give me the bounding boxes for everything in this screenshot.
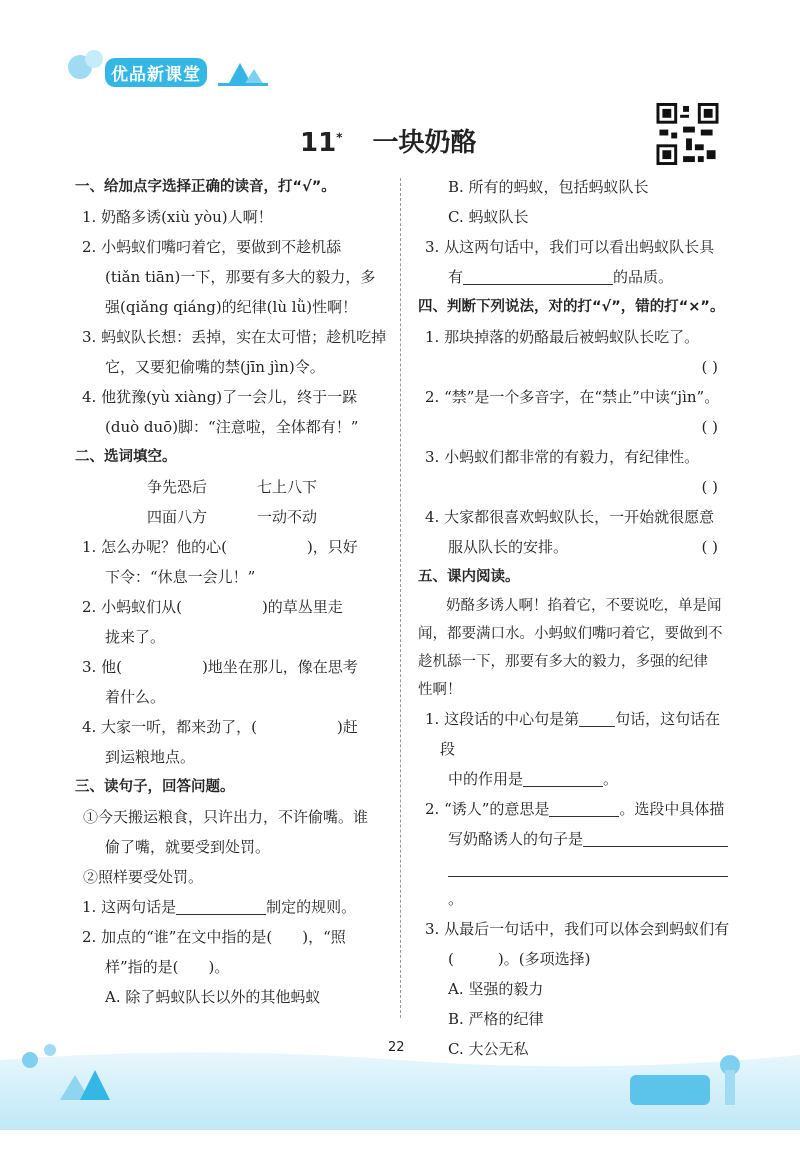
s3-q1-a: 1. 这两句话是 [82,898,177,916]
s3-optA: A. 除了蚂蚁队长以外的其他蚂蚁 [105,988,321,1006]
r-optC: C. 蚂蚁队长 [448,208,529,226]
s3-q2-a: 2. 加点的“谁”在文中指的是( [82,928,273,946]
s3-q2-d: )。 [208,958,230,976]
s5-q2-a: 2. “诱人”的意思是 [425,800,550,818]
s4-q1: 1. 那块掉落的奶酪最后被蚂蚁队长吃了。 [425,328,700,346]
s5-q3-line2 [418,944,730,974]
brand-label: 优品新课堂 [105,58,207,87]
page-title [300,122,520,159]
s1-q1: 1. 奶酪多诱(xiù yòu)人啊！ [82,208,273,226]
s4-q1-paren-row [418,352,730,382]
footer-decoration [0,1020,800,1130]
s2-q4 [75,712,390,742]
r-q3-line2 [418,262,730,292]
s3-sentence-a: ①今天搬运粮食，只许出力，不许偷嘴。谁 [83,808,369,826]
s2-q4c: 到运粮地点。 [105,748,196,766]
s4-q2-paren-row [418,412,730,442]
s1-q3a: 3. 蚂蚁队长想：丢掉，实在太可惜；趁机吃掉 [82,328,387,346]
s5-q1-line2 [418,764,730,794]
section-2-heading: 二、选词填空。 [75,449,177,465]
s3-sentence-b: 偷了嘴，就要受到处罚。 [105,838,271,856]
s4-q3: 3. 小蚂蚁们都非常的有毅力，有纪律性。 [425,448,700,466]
s5-q3a: 3. 从最后一句话中，我们可以体会到蚂蚁们有 [425,920,730,938]
s1-q3b: 它，又要犯偷嘴的禁(jīn jìn)令。 [105,358,325,376]
reading-line-1: 奶酪多诱人啊！掐着它，不要说吃，单是闻 [446,598,722,614]
s3-sentence-c: ②照样要受处罚。 [83,868,204,886]
s4-q4a: 4. 大家都很喜欢蚂蚁队长，一开始就很愿意 [425,508,715,526]
s2-q3c: 着什么。 [105,688,166,706]
s2-q3-a: 3. 他( [82,658,122,676]
s1-q4a: 4. 他犹豫(yù xiàng)了一会儿，终于一跺 [82,388,358,406]
s2-q1c: 下令：“休息一会儿！” [105,568,256,586]
s5-optC: C. 大公无私 [448,1040,529,1058]
s2-q1 [75,532,390,562]
word-row-2 [75,502,390,532]
s2-q2-a: 2. 小蚂蚁们从( [82,598,182,616]
s3-q2-line2 [75,952,390,982]
lesson-number: 11 [300,128,337,158]
s5-optB: B. 严格的纪律 [448,1010,544,1028]
s4-q2: 2. “禁”是一个多音字，在“禁止”中读“jìn”。 [425,388,720,406]
s2-q1-a: 1. 怎么办呢？他的心( [82,538,227,556]
word-2: 七上八下 [257,478,318,496]
answer-paren[interactable]: ( ) [701,538,718,556]
r-optB: B. 所有的蚂蚁，包括蚂蚁队长 [448,178,649,196]
s5-q2-b: 。选段中具体描 [619,800,725,818]
s5-q2-d: 。 [448,890,464,908]
lesson-mark: * [336,130,343,145]
s4-q3-paren-row [418,472,730,502]
section-3-heading: 三、读句子，回答问题。 [75,779,235,795]
s2-q2-b: )的草丛里走 [261,598,343,616]
s1-q4b: (duò duō)脚：“注意啦，全体都有！” [105,418,359,436]
lesson-title: 一块奶酪 [372,128,477,158]
answer-line[interactable] [523,768,603,787]
s2-q1-b: )，只好 [306,538,358,556]
word-1: 争先恐后 [147,478,208,496]
s5-q2-line3 [418,854,730,914]
s2-q4-b: )赶 [336,718,358,736]
s5-q1-b: 句话，这句话在段 [440,710,721,758]
answer-line[interactable] [463,266,613,285]
s5-q2-c: 写奶酪诱人的句子是 [448,830,584,848]
answer-line[interactable] [583,828,728,847]
word-row-1 [75,472,390,502]
s5-q1-d: 。 [603,770,619,788]
s5-q1-c: 中的作用是 [448,770,524,788]
s5-q1 [418,704,730,764]
s5-q3-b: ( [448,950,454,968]
section-1-heading: 一、给加点字选择正确的读音，打“√”。 [75,179,336,195]
s2-q2 [75,592,390,622]
s3-q2-b: )，“照 [302,928,346,946]
word-3: 四面八方 [147,508,208,526]
s2-q4-a: 4. 大家一听，都来劲了，( [82,718,257,736]
page-number: 22 [388,1040,405,1055]
section-5-heading: 五、课内阅读。 [418,569,520,585]
section-4-heading: 四、判断下列说法，对的打“√”，错的打“×”。 [418,299,725,315]
s2-q3-b: )地坐在那儿，像在思考 [201,658,358,676]
s1-q2b: (tiǎn tiān)一下，那要有多大的毅力，多 [105,268,376,286]
s3-q1-b: 制定的规则。 [266,898,357,916]
s5-optA: A. 坚强的毅力 [448,980,544,998]
answer-line[interactable] [176,896,266,915]
reading-line-2: 闻，都要满口水。小蚂蚁们嘴叼着它，要做到不 [418,626,723,642]
qr-code-icon[interactable] [655,103,720,165]
answer-paren[interactable]: ( ) [701,418,718,436]
left-column [75,172,390,1012]
answer-paren[interactable]: ( ) [701,478,718,496]
s1-q2a: 2. 小蚂蚁们嘴叼着它，要做到不趁机舔 [82,238,342,256]
s5-q3-c: )。(多项选择) [497,950,591,968]
reading-line-4: 性啊！ [418,682,462,698]
s3-q2 [75,922,390,952]
s4-q4-b: 服从队长的安排。 [448,538,569,556]
s3-q1 [75,892,390,922]
s2-q3 [75,652,390,682]
s2-q2c: 拢来了。 [105,628,166,646]
answer-line[interactable] [448,858,728,877]
answer-line[interactable] [579,708,615,727]
r-q3-c: 的品质。 [613,268,674,286]
right-column [418,172,730,1064]
s5-q2-line2 [418,824,730,854]
s5-q2 [418,794,730,824]
s1-q2c: 强(qiǎng qiáng)的纪律(lù lǜ)性啊！ [105,298,358,316]
answer-line[interactable] [549,798,619,817]
reading-line-3: 趁机舔一下，那要有多大的毅力，多强的纪律 [418,654,708,670]
s4-q4-line2 [418,532,730,562]
column-divider [400,178,401,1018]
answer-paren[interactable]: ( ) [701,358,718,376]
word-4: 一动不动 [257,508,318,526]
s5-q1-a: 1. 这段话的中心句是第 [425,710,580,728]
r-q3-b: 有 [448,268,464,286]
r-q3a: 3. 从这两句话中，我们可以看出蚂蚁队长具 [425,238,715,256]
s3-q2-c: 样”指的是( [105,958,179,976]
